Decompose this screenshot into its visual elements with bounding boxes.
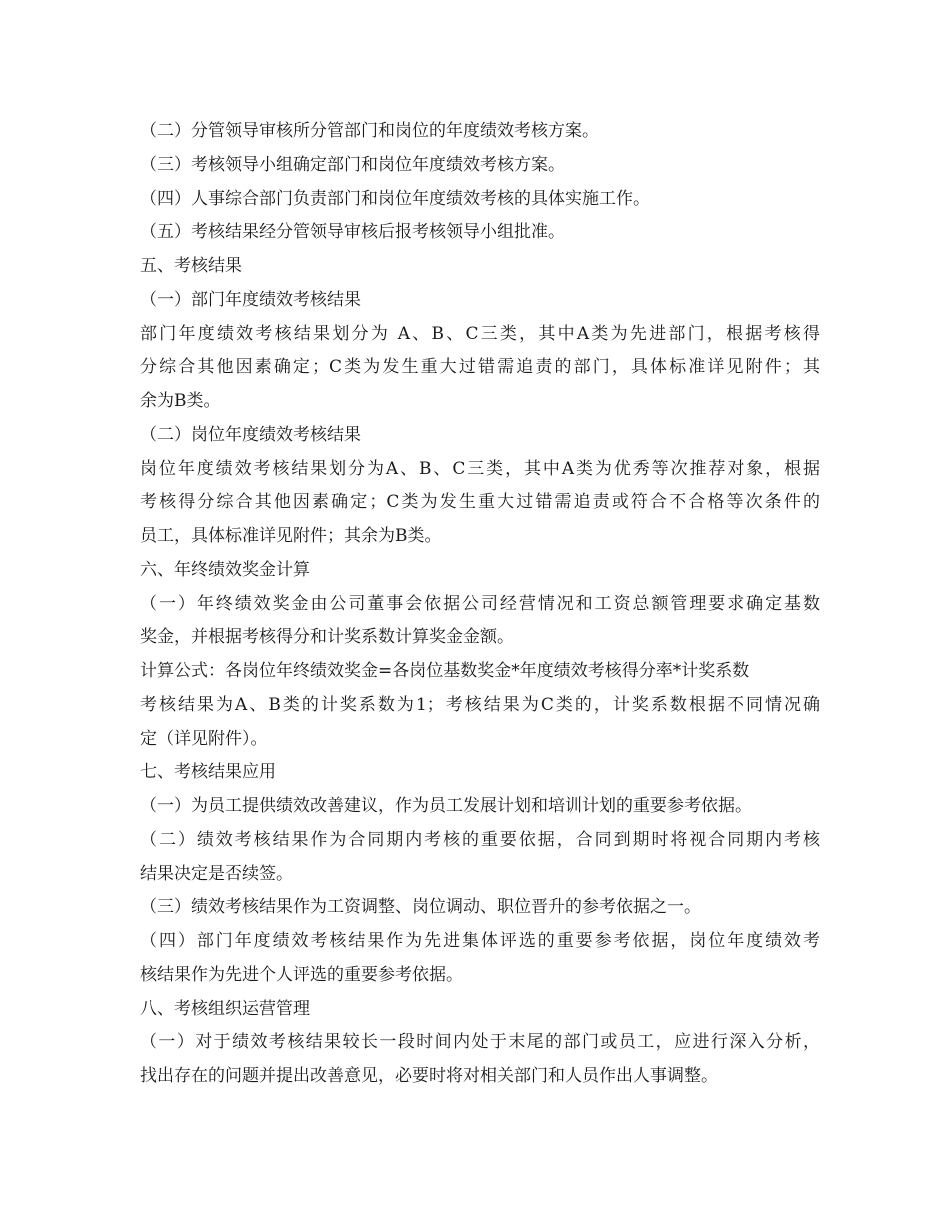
text-line: （二）绩效考核结果作为合同期内考核的重要依据，合同到期时将视合同期内考核 [140, 829, 820, 850]
formula-line: 计算公式：各岗位年终绩效奖金=各岗位基数奖金*年度绩效考核得分率*计奖系数 [140, 661, 750, 681]
text-line: 分综合其他因素确定；C类为发生重大过错需追责的部门，具体标准详见附件；其 [140, 357, 820, 378]
text-line: 考核得分综合其他因素确定；C类为发生重大过错需追责或符合不合格等次条件的 [140, 492, 820, 513]
subsection-heading: （二）岗位年度绩效考核结果 [140, 424, 361, 445]
text-line: 结果决定是否续签。 [140, 863, 293, 884]
text-line: 岗位年度绩效考核结果划分为A、B、C三类，其中A类为优秀等次推荐对象，根据 [140, 458, 820, 479]
text-line: （一）为员工提供绩效改善建议，作为员工发展计划和培训计划的重要参考依据。 [140, 796, 752, 816]
section-heading: 七、考核结果应用 [140, 762, 276, 783]
text-line: 员工，具体标准详见附件；其余为B类。 [140, 526, 442, 546]
text-line: （一）年终绩效奖金由公司董事会依据公司经营情况和工资总额管理要求确定基数 [140, 593, 820, 614]
text-line: （四）人事综合部门负责部门和岗位年度绩效考核的具体实施工作。 [140, 188, 650, 209]
text-line: 考核结果为A、B类的计奖系数为1；考核结果为C类的，计奖系数根据不同情况确 [140, 694, 820, 715]
text-line: （二）分管领导审核所分管部门和岗位的年度绩效考核方案。 [140, 121, 599, 141]
text-line: （四）部门年度绩效考核结果作为先进集体评选的重要参考依据，岗位年度绩效考 [140, 931, 820, 951]
text-line: （一）对于绩效考核结果较长一段时间内处于末尾的部门或员工，应进行深入分析， [140, 1032, 820, 1053]
subsection-heading: （一）部门年度绩效考核结果 [140, 289, 361, 310]
section-heading: 八、考核组织运营管理 [140, 998, 310, 1019]
text-line: （五）考核结果经分管领导审核后报考核领导小组批准。 [140, 222, 565, 243]
section-heading: 六、年终绩效奖金计算 [140, 559, 310, 580]
text-line: 部门年度绩效考核结果划分为 A、B、C三类，其中A类为先进部门，根据考核得 [140, 323, 820, 344]
text-line: 核结果作为先进个人评选的重要参考依据。 [140, 964, 463, 985]
text-line: （三）绩效考核结果作为工资调整、岗位调动、职位晋升的参考依据之一。 [140, 897, 701, 918]
section-heading: 五、考核结果 [140, 256, 242, 276]
text-line: 奖金，并根据考核得分和计奖系数计算奖金金额。 [140, 627, 514, 648]
text-line: 定（详见附件）。 [140, 728, 268, 749]
text-line: 找出存在的问题并提出改善意见，必要时将对相关部门和人员作出人事调整。 [140, 1066, 718, 1086]
document-body [140, 115, 820, 1094]
text-line: （三）考核领导小组确定部门和岗位年度绩效考核方案。 [140, 154, 565, 175]
text-line: 余为B类。 [140, 391, 221, 411]
